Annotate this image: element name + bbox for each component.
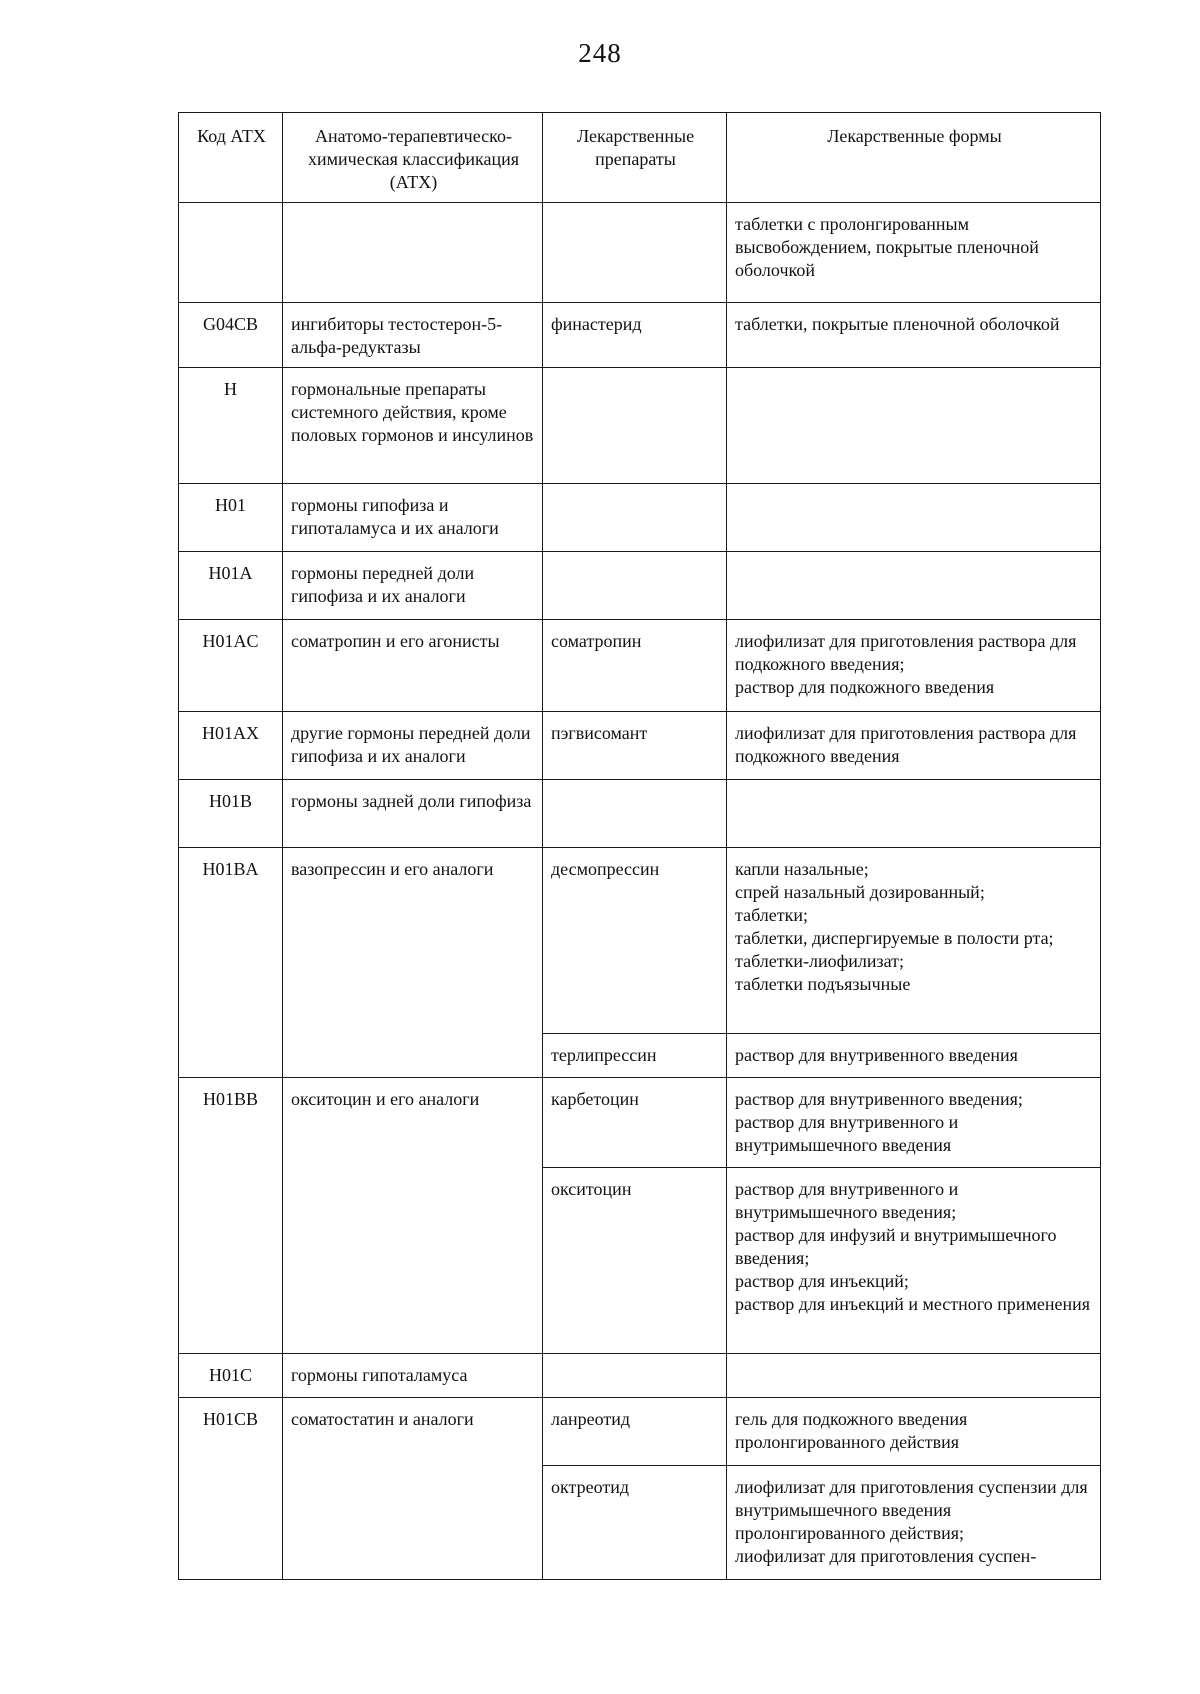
atc-code-cell: H01BA [179,848,283,1078]
dosage-form-item: раствор для подкожного введения [735,677,995,697]
table-row [179,368,1101,484]
table-row [179,484,1101,552]
atc-code-cell [179,203,283,303]
dosage-form-item: раствор для инъекций и местного применения [735,1294,1091,1314]
classification-cell: соматропин и его агонисты [283,620,543,712]
dosage-form-item: спрей назальный дозированный; [735,882,985,902]
drug-cell: пэгвисомант [543,712,727,780]
dosage-forms-cell [727,848,1101,1034]
dosage-forms-cell [727,203,1101,303]
drug-cell: окситоцин [543,1168,727,1354]
drug-cell: карбетоцин [543,1078,727,1168]
drug-cell: терлипрессин [543,1034,727,1078]
table-row [179,1398,1101,1466]
drug-cell [543,1354,727,1398]
header-atc-classification: Анатомо-терапевтическо-химическая классификация (АТХ) [283,113,543,203]
drug-cell [543,780,727,848]
classification-cell: окситоцин и его аналоги [283,1078,543,1354]
dosage-form-item: лиофилизат для приготовления суспензии для внутримышечного введения пролонгированного действия; [735,1477,1088,1543]
table-row [179,1354,1101,1398]
dosage-form-item: раствор для инфузий и внутримышечного введения; [735,1225,1057,1268]
dosage-form-item: лиофилизат для приготовления раствора для подкожного введения [735,723,1077,766]
dosage-form-item: таблетки, диспергируемые в полости рта; [735,928,1054,948]
dosage-forms-cell [727,1354,1101,1398]
header-dosage-forms: Лекарственные формы [727,113,1101,203]
table-row [179,1078,1101,1168]
drug-cell: десмопрессин [543,848,727,1034]
classification-cell: вазопрессин и его аналоги [283,848,543,1078]
dosage-form-item: раствор для инъекций; [735,1271,909,1291]
dosage-forms-cell [727,552,1101,620]
dosage-forms-cell [727,484,1101,552]
classification-cell: гормоны передней доли гипофиза и их аналоги [283,552,543,620]
atc-table [178,112,1101,1580]
classification-cell: гормоны гипоталамуса [283,1354,543,1398]
dosage-form-item: таблетки-лиофилизат; [735,951,905,971]
dosage-form-item: лиофилизат для приготовления суспен- [735,1546,1037,1566]
dosage-forms-cell [727,303,1101,368]
classification-cell: гормоны задней доли гипофиза [283,780,543,848]
drug-cell: соматропин [543,620,727,712]
table-row [179,848,1101,1034]
drug-cell [543,203,727,303]
classification-cell [283,203,543,303]
dosage-form-item: раствор для внутривенного и внутримышечного введения [735,1112,959,1155]
table-row [179,620,1101,712]
drug-cell [543,484,727,552]
drug-cell: финастерид [543,303,727,368]
classification-cell: ингибиторы тестостерон-5-альфа-редуктазы [283,303,543,368]
dosage-forms-cell [727,1398,1101,1466]
atc-code-cell: H01AX [179,712,283,780]
classification-cell: другие гормоны передней доли гипофиза и их аналоги [283,712,543,780]
dosage-form-item: капли назальные; [735,859,869,879]
atc-code-cell: H01BB [179,1078,283,1354]
atc-code-cell: H01CB [179,1398,283,1580]
dosage-form-item: лиофилизат для приготовления раствора для подкожного введения; [735,631,1077,674]
classification-cell: соматостатин и аналоги [283,1398,543,1580]
atc-code-cell: H01A [179,552,283,620]
dosage-form-item: раствор для внутривенного введения; [735,1089,1023,1109]
header-atc-code: Код АТХ [179,113,283,203]
dosage-form-item: гель для подкожного введения пролонгированного действия [735,1409,968,1452]
header-drugs: Лекарственные препараты [543,113,727,203]
drug-cell: октреотид [543,1466,727,1580]
classification-cell: гормональные препараты системного действия, кроме половых гормонов и инсулинов [283,368,543,484]
table-row [179,712,1101,780]
dosage-form-item: таблетки; [735,905,809,925]
page-number: 248 [578,38,622,68]
drug-cell: ланреотид [543,1398,727,1466]
table-header-row [179,113,1101,203]
dosage-forms-cell [727,1466,1101,1580]
table-row [179,203,1101,303]
table-row [179,552,1101,620]
atc-code-cell: H01B [179,780,283,848]
dosage-forms-cell [727,712,1101,780]
dosage-forms-cell [727,1078,1101,1168]
dosage-forms-cell [727,780,1101,848]
classification-cell: гормоны гипофиза и гипоталамуса и их аналоги [283,484,543,552]
atc-code-cell: H01 [179,484,283,552]
dosage-forms-cell [727,620,1101,712]
dosage-forms-cell [727,1168,1101,1354]
atc-code-cell: H [179,368,283,484]
dosage-form-item: раствор для внутривенного введения [735,1045,1018,1065]
atc-code-cell: H01C [179,1354,283,1398]
drug-cell [543,552,727,620]
dosage-form-item: таблетки подъязычные [735,974,911,994]
dosage-form-item: таблетки, покрытые пленочной оболочкой [735,314,1060,334]
table-row [179,303,1101,368]
atc-code-cell: H01AC [179,620,283,712]
dosage-form-item: раствор для внутривенного и внутримышечного введения; [735,1179,959,1222]
table-row [179,780,1101,848]
dosage-forms-cell [727,1034,1101,1078]
dosage-form-item: таблетки с пролонгированным высвобождением, покрытые пленочной оболочкой [735,214,1039,280]
dosage-forms-cell [727,368,1101,484]
drug-cell [543,368,727,484]
atc-code-cell: G04CB [179,303,283,368]
